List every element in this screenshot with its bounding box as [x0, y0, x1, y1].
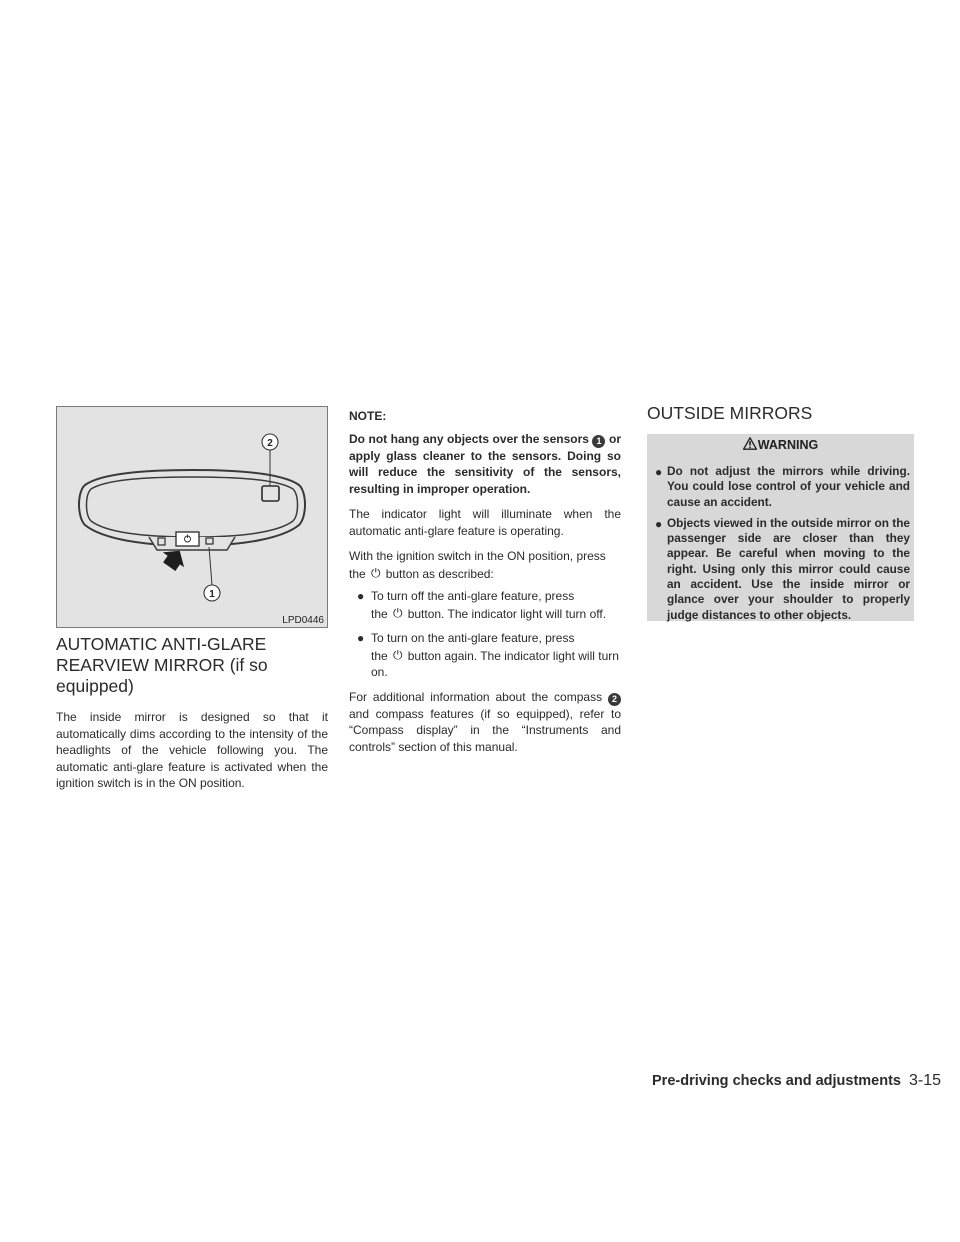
anti-glare-button — [176, 532, 199, 546]
callout-2-inline: 2 — [608, 693, 621, 706]
power-icon: ⏻ — [392, 647, 403, 662]
warning-box — [647, 434, 914, 621]
warning-item: ● Objects viewed in the outside mirror on the passenger side are closer than they appear. Be careful when moving to the right. Using only this mirror could cause an accident. Use the inside mirror or glance over your shoulder to properly judge distances to other objects. — [655, 515, 910, 622]
mirror-figure — [56, 406, 328, 628]
indicator-paragraph: The indicator light will illuminate when the automatic anti-glare feature is operating. — [349, 507, 621, 538]
power-icon: ⏻ — [370, 565, 381, 580]
power-icon: ⏻ — [392, 605, 403, 620]
callout-2: 2 — [267, 438, 273, 449]
footer-section-title: Pre-driving checks and adjustments — [652, 1073, 901, 1089]
instruction-list — [349, 588, 621, 681]
press-instruction: With the ignition switch in the ON position, press the ⏻ button as described: — [349, 549, 606, 581]
list-item: ● To turn on the anti-glare feature, press the ⏻ button again. The indicator light will turn on. — [357, 631, 619, 679]
figure-id-label: LPD0446 — [282, 615, 324, 626]
page-footer — [652, 1072, 942, 1090]
middle-column — [349, 408, 621, 755]
callout-1-inline: 1 — [592, 435, 605, 448]
warning-list — [655, 464, 910, 629]
section-heading-anti-glare: AUTOMATIC ANTI-GLARE REARVIEW MIRROR (if so equipped) — [56, 634, 268, 696]
note-label: NOTE: — [349, 409, 387, 423]
rearview-mirror-illustration — [57, 407, 327, 627]
note-text: Do not hang any objects over the sensors 1 or apply glass cleaner to the sensors. Doing so will reduce the sensitivity of the sensors, resulting in improper operation. — [349, 431, 621, 496]
warning-title: WARNING — [647, 436, 914, 454]
page-number: 3-15 — [909, 1072, 942, 1089]
anti-glare-description: The inside mirror is designed so that it automatically dims according to the intensity of the headlights of the vehicle following you. The automatic anti-glare feature is activated when the ignition switch is in the ON position. — [56, 710, 328, 790]
sensor-2 — [262, 486, 279, 501]
callout-1: 1 — [209, 589, 215, 600]
left-column — [56, 634, 328, 792]
section-heading-outside-mirrors: OUTSIDE MIRRORS — [647, 403, 813, 423]
compass-reference: For additional information about the compass 2 and compass features (if so equipped), refer to “Compass display” in the “Instruments and controls” section of this manual. — [349, 689, 621, 754]
warning-item: ● Do not adjust the mirrors while driving. You could lose control of your vehicle and cause an accident. — [655, 464, 910, 509]
warning-triangle-icon — [743, 437, 757, 450]
list-item: ● To turn off the anti-glare feature, press the ⏻ button. The indicator light will turn off. — [357, 589, 607, 621]
